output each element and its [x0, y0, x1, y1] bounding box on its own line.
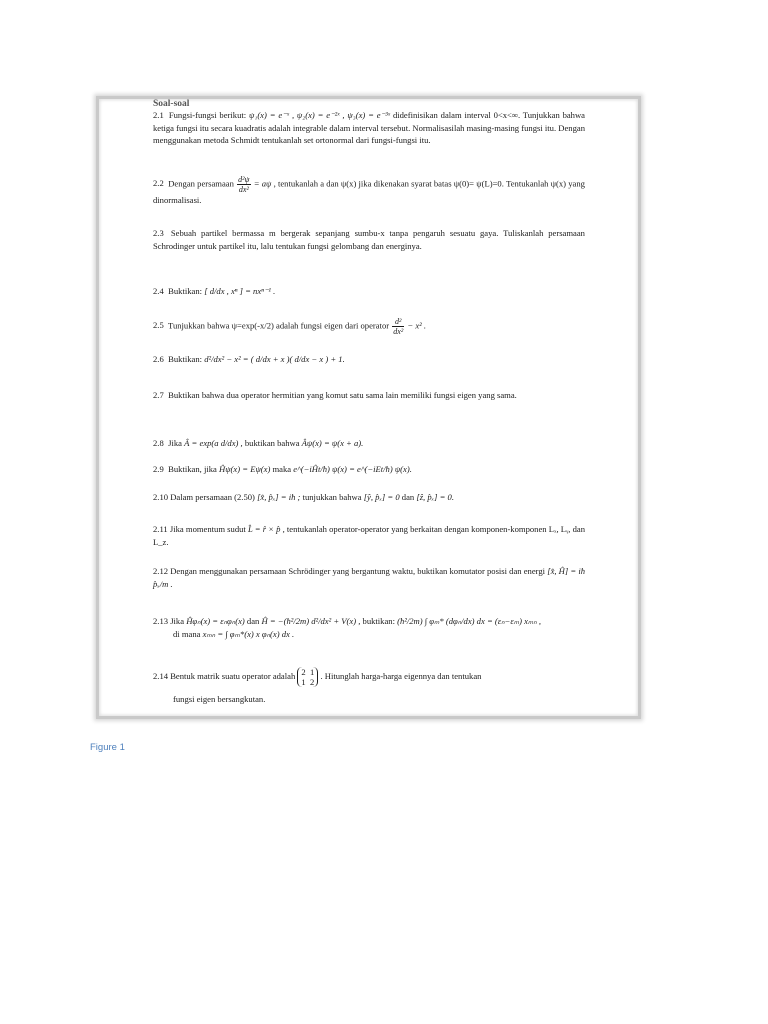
problem-text: Dalam persamaan (2.50): [170, 492, 255, 502]
equation: xₘₙ = ∫ φₘ*(x) x φₙ(x) dx .: [202, 628, 295, 639]
equation: Ĥψ(x) = Eψ(x): [219, 464, 271, 474]
equation: [ŷ, p̂ₓ] = 0: [363, 492, 400, 502]
problem-text: didefinisikan dalam interval 0<x<∞. Tunjukkan bahwa ketiga fungsi itu secara kuadratis adalah integrable dalam interval tersebut. Normalisasilah masing-masing fungsi itu. Dengan menggunakan metoda Schmidt tentukanlah set ortonormal dari fungsi-fungsi itu.: [153, 110, 585, 145]
equation: Â = exp(a d/dx) ,: [184, 438, 243, 448]
problem-continuation: [153, 628, 585, 641]
equation: L̂ = r̂ × p̂ ,: [247, 524, 285, 534]
problem-2-10: [153, 491, 585, 504]
equation: [ d/dx , xⁿ ] = nxⁿ⁻¹ .: [204, 286, 276, 296]
problem-text: Dengan persamaan: [168, 178, 234, 189]
equation-fraction: $\frac{\text{d²}}{\text{dx²}}$: [393, 317, 404, 336]
equation: Ĥφₙ(x) = εₙφₙ(x): [186, 616, 245, 626]
problem-text: Buktikan bahwa dua operator hermitian yang komut satu sama lain memiliki fungsi eigen yang sama.: [168, 390, 517, 400]
problem-text: Buktikan:: [168, 354, 203, 364]
problem-2-2: [153, 175, 585, 207]
equation: (ħ²/2m) ∫ φₘ* (dφₙ/dx) dx = (εₙ−εₘ) xₘₙ ,: [397, 616, 541, 626]
problem-number: 2.2: [153, 178, 164, 189]
problem-number: 2.13: [153, 616, 169, 626]
problem-text: Buktikan, jika: [168, 464, 217, 474]
section-heading: Soal-soal: [153, 99, 190, 109]
problem-text: dan: [401, 492, 415, 502]
problem-2-5: [153, 317, 585, 336]
equation-fraction: $\frac{\text{d²ψ}}{\text{dx²}}$: [238, 175, 250, 194]
equation: [x̂, Ĥ] = iħ p̂ₓ/m .: [153, 566, 586, 589]
problem-number: 2.9: [153, 464, 164, 474]
problem-2-3: [153, 227, 585, 252]
problem-number: 2.7: [153, 390, 164, 400]
problem-number: 2.6: [153, 354, 164, 364]
problem-number: 2.1: [153, 110, 164, 120]
problem-text: Fungsi-fungsi berikut:: [168, 110, 247, 120]
problem-2-6: [153, 353, 585, 366]
problem-continuation: fungsi eigen bersangkutan.: [173, 694, 266, 704]
problem-text: . Hitunglah harga-harga eigennya dan tentukan: [320, 670, 482, 681]
problem-text: dan: [246, 616, 260, 626]
problem-text: Bentuk matrik suatu operator adalah: [170, 670, 296, 681]
equation: Âψ(x) = ψ(x + a).: [301, 438, 364, 448]
problem-text: Jika: [170, 616, 185, 626]
scanned-page-image: [96, 96, 641, 719]
problem-text: tunjukkan bahwa: [302, 492, 362, 502]
problem-number: 2.3: [153, 228, 164, 238]
problem-2-8: [153, 437, 585, 450]
problem-text: tentukanlah operator-operator yang berkaitan dengan komponen-komponen Lₓ, Lᵧ, dan L_z.: [153, 524, 586, 547]
matrix: 2 1 1 2: [297, 667, 318, 687]
problem-number: 2.12: [153, 566, 169, 576]
problem-2-1: [153, 109, 585, 147]
problem-text: maka: [272, 464, 292, 474]
problem-2-13: [153, 615, 585, 640]
equation: e^(−iĤt/ħ) ψ(x) = e^(−iEt/ħ) ψ(x).: [293, 464, 412, 474]
problem-number: 2.5: [153, 320, 164, 331]
problem-text: di mana: [173, 628, 201, 639]
problem-text: buktikan:: [362, 616, 395, 626]
problem-text: Dengan menggunakan persamaan Schrödinger yang bergantung waktu, buktikan komutator posisi dan energi: [170, 566, 546, 576]
problem-text: Tunjukkan bahwa ψ=exp(-x/2) adalah fungsi eigen dari operator: [168, 320, 390, 331]
equation: [ẑ, p̂ₓ] = 0.: [416, 492, 454, 502]
problem-text: Jika momentum sudut: [169, 524, 246, 534]
equation: = aψ ,: [253, 178, 276, 189]
problem-2-12: [153, 565, 585, 590]
problem-number: 2.4: [153, 286, 164, 296]
problem-2-4: [153, 285, 585, 298]
problem-text: tentukanlah a dan ψ(x) jika dikenakan syarat batas ψ(0)= ψ(L)=0. Tentukanlah ψ(x) yang dinormalisasi.: [153, 178, 585, 205]
problem-number: 2.8: [153, 438, 164, 448]
equation: [x̂, p̂ₓ] = iħ ;: [257, 492, 301, 502]
problem-text: Sebuah partikel bermassa m bergerak sepanjang sumbu-x tanpa pengaruh sesuatu gaya. Tuliskanlah persamaan Schrodinger untuk partikel itu, lalu tentukan fungsi gelombang dan energinya.: [153, 228, 585, 251]
problem-2-14: [153, 667, 585, 706]
equation: ψ₁(x) = e⁻ˣ , ψ₂(x) = e⁻²ˣ , ψ₃(x) = e⁻³ˣ: [249, 110, 391, 120]
problem-text: buktikan bahwa: [244, 438, 300, 448]
problem-text: Jika: [168, 438, 182, 448]
problem-2-11: [153, 523, 585, 548]
problem-2-7: [153, 389, 585, 402]
equation: − x² .: [407, 320, 427, 331]
figure-caption: Figure 1: [90, 742, 125, 753]
problem-number: 2.11: [153, 524, 168, 534]
equation: d²/dx² − x² = ( d/dx + x )( d/dx − x ) + 1.: [204, 354, 345, 364]
problem-number: 2.10: [153, 492, 169, 502]
problem-text: Buktikan:: [168, 286, 203, 296]
equation: Ĥ = −(ħ²/2m) d²/dx² + V(x) ,: [261, 616, 361, 626]
problem-2-9: [153, 463, 585, 476]
problem-number: 2.14: [153, 670, 169, 681]
